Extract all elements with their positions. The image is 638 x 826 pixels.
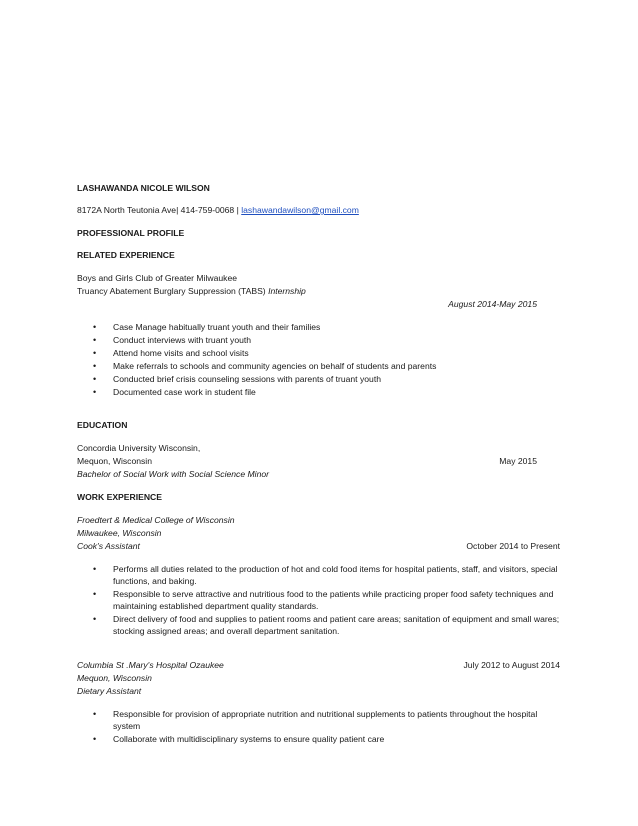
bullet-icon: •: [93, 335, 97, 345]
contact-line: [77, 205, 359, 216]
list-item-continuation: maintaining established department quality standards.: [113, 601, 319, 611]
list-item: Case Manage habitually truant youth and their families: [113, 322, 321, 332]
education-degree: Bachelor of Social Work with Social Science Minor: [77, 469, 270, 479]
list-item: Conducted brief crisis counseling sessions with parents of truant youth: [113, 374, 381, 384]
job-location: Mequon, Wisconsin: [77, 673, 152, 683]
heading-related-experience: RELATED EXPERIENCE: [77, 250, 175, 260]
heading-professional-profile: PROFESSIONAL PROFILE: [77, 228, 185, 238]
list-item: Performs all duties related to the production of hot and cold food items for hospital patients, staff, and visitors, special: [113, 564, 558, 574]
list-item: Conduct interviews with truant youth: [113, 335, 252, 345]
related-program-line: [77, 286, 306, 297]
job-title: Cook's Assistant: [77, 541, 140, 551]
bullet-icon: •: [93, 589, 97, 599]
job-title: Dietary Assistant: [77, 686, 142, 696]
education-school: Concordia University Wisconsin,: [77, 443, 201, 453]
list-item-continuation: functions, and baking.: [113, 576, 197, 586]
bullet-icon: •: [93, 387, 97, 397]
list-item: Make referrals to schools and community agencies on behalf of students and parents: [113, 361, 437, 371]
education-location: Mequon, Wisconsin: [77, 456, 152, 466]
list-item: Collaborate with multidisciplinary systems to ensure quality patient care: [113, 734, 385, 744]
address-phone: 8172A North Teutonia Ave| 414-759-0068 |: [77, 205, 242, 215]
bullet-icon: •: [93, 322, 97, 332]
job-location: Milwaukee, Wisconsin: [77, 528, 162, 538]
list-item: Direct delivery of food and supplies to patient rooms and patient care areas; sanitation of equipment and small wares;: [113, 614, 560, 624]
list-item-continuation: system: [113, 721, 141, 731]
related-program: Truancy Abatement Burglary Suppression (TABS): [77, 286, 269, 296]
job-dates: July 2012 to August 2014: [463, 660, 560, 670]
heading-work-experience: WORK EXPERIENCE: [77, 492, 162, 502]
bullet-icon: •: [93, 734, 97, 744]
list-item: Responsible for provision of appropriate nutrition and nutritional supplements to patients throughout the hospital: [113, 709, 538, 719]
related-org: Boys and Girls Club of Greater Milwaukee: [77, 273, 238, 283]
candidate-name: LASHAWANDA NICOLE WILSON: [77, 183, 210, 193]
bullet-icon: •: [93, 709, 97, 719]
list-item: Attend home visits and school visits: [113, 348, 249, 358]
job-dates: October 2014 to Present: [466, 541, 560, 551]
bullet-icon: •: [93, 614, 97, 624]
list-item-continuation: stocking assigned areas; and overall department sanitation.: [113, 626, 340, 636]
job-employer: Columbia St .Mary's Hospital Ozaukee: [77, 660, 224, 670]
bullet-icon: •: [93, 348, 97, 358]
related-dates: August 2014-May 2015: [448, 299, 537, 309]
bullet-icon: •: [93, 374, 97, 384]
list-item: Responsible to serve attractive and nutritious food to the patients while practicing proper food safety techniques and: [113, 589, 554, 599]
bullet-icon: •: [93, 361, 97, 371]
education-date: May 2015: [499, 456, 537, 466]
heading-education: EDUCATION: [77, 420, 128, 430]
bullet-icon: •: [93, 564, 97, 574]
list-item: Documented case work in student file: [113, 387, 256, 397]
related-role: Internship: [268, 286, 306, 296]
job-employer: Froedtert & Medical College of Wisconsin: [77, 515, 235, 525]
email-link[interactable]: lashawandawilson@gmail.com: [241, 205, 359, 215]
